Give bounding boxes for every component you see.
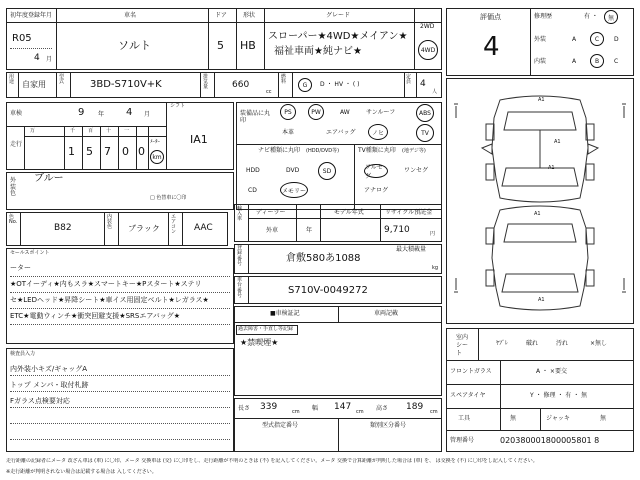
inspector-label: 検査員入力 <box>10 351 36 357</box>
grade-line2: 福祉車両★純ナビ★ <box>274 46 362 57</box>
height-label: 高さ <box>376 405 389 412</box>
mileage-note: ﾒｰﾀｰ <box>150 139 161 145</box>
history-label: 過去障害・手直し等記録 <box>238 326 294 332</box>
shift-label: シフト <box>170 103 186 109</box>
tv-oneseg: ワンセグ <box>404 167 429 174</box>
footer-note-1: 走行距離の記録者にメータ 改ざん車は (車) に〇印、メータ 交換車は (交) に〇印をし、走行距離が不明のときは (不) を記入してください。メータ 交換で合算距離が判明した場合は (車) を、 は交換を (不) に〇印をし記入してください。 <box>6 458 538 464</box>
equipment-label: 装備品に丸印 <box>240 110 271 125</box>
navi-dvd: DVD <box>286 167 300 174</box>
drive-2wd: 2WD <box>420 23 435 30</box>
inspection-month-unit: 月 <box>144 111 151 118</box>
seat-opt: 破れ <box>526 340 539 347</box>
score-value: 4 <box>483 32 500 62</box>
model-label: 型式 <box>59 74 65 85</box>
car-name-label: 車名 <box>124 12 137 19</box>
height-unit: cm <box>430 409 438 415</box>
seats-unit: 人 <box>432 89 438 95</box>
tv-analog: アナログ <box>364 187 389 194</box>
jack-label: ジャッキ <box>546 415 570 422</box>
model-year-label: モデル年式 <box>334 209 364 216</box>
diagram-mark-a1: A1 <box>534 211 541 217</box>
chassis-label: 車台番号 <box>237 277 243 299</box>
dealer-opts: 外車 <box>266 227 279 234</box>
length-unit: cm <box>292 409 300 415</box>
digit-header-1: 千 <box>70 128 76 134</box>
sales-line: セ★LEDヘッド★昇降シート★車イス用固定ベルト★レガラス★ <box>10 296 209 304</box>
diagram-mark-a1: A1 <box>538 297 545 303</box>
equip-aw: AW <box>340 109 350 116</box>
diagram-mark-a1: A1 <box>554 139 561 145</box>
seat-opt: ﾔﾌﾞﾚ <box>496 340 509 347</box>
repair-none-circled: 無 <box>604 10 618 24</box>
sales-line: ★OTイーディ★内もスラ★スマートキー★Pスタート★ステリ <box>10 280 202 288</box>
interior-a: A <box>572 58 577 65</box>
type-number-label: 型式指定番号 <box>262 422 299 429</box>
ac-label: エアコン <box>171 214 177 235</box>
width-label: 幅 <box>312 405 319 412</box>
digit-header-3: 十 <box>106 128 112 134</box>
color-no-value: B82 <box>54 223 72 233</box>
fuel-g-circled: G <box>298 78 312 92</box>
sales-label: セールスポイント <box>10 250 50 256</box>
length-label: 長さ <box>238 405 251 412</box>
inspector-line: トップ メンバ・取付札跡 <box>10 381 89 389</box>
shape-label: 形状 <box>243 12 256 19</box>
navi-type-note: (HDD/DVD等) <box>306 148 340 154</box>
notes-label-2: 車両記載 <box>374 310 399 317</box>
model-value: 3BD-S710V+K <box>90 79 162 90</box>
length-value: 339 <box>260 402 278 412</box>
row2-box <box>6 72 442 98</box>
navi-sd-circled: SD <box>318 162 336 180</box>
mileage-digit: 1 <box>68 145 75 158</box>
equip-pw-circled: PW <box>308 104 324 120</box>
drive-4wd-circled: 4WD <box>418 40 438 60</box>
tool-value: 無 <box>510 415 517 422</box>
chassis-value: S710V-0049272 <box>288 285 368 296</box>
cc-unit: cc <box>266 89 272 95</box>
equip-tv-circled: TV <box>416 124 434 142</box>
cc-value: 660 <box>232 80 250 90</box>
class-number-label: 類別区分番号 <box>370 422 407 429</box>
fuel-opts: D ・ HV ・ ( ) <box>320 81 360 88</box>
cc-label: 排気量 <box>203 74 209 90</box>
interior-color-value: ブラック <box>128 224 160 233</box>
equip-leather: 本革 <box>282 129 295 136</box>
import-label: 輸入車 <box>237 206 243 222</box>
digit-header-4: 一 <box>124 128 130 134</box>
diagram-mark-a1: A1 <box>538 97 545 103</box>
sales-line: ーター <box>10 264 31 272</box>
fuel-label: 燃料 <box>281 74 287 85</box>
interior-color-label: 内装色 <box>107 214 113 230</box>
width-value: 147 <box>334 402 352 412</box>
sales-line: ETC★電動ウィンチ★衝突回避支援★SRSエアバッグ★ <box>10 312 181 320</box>
reg-month-value: 4 <box>34 53 40 63</box>
tv-fullseg-circled: フルセグ <box>364 164 388 178</box>
inspector-line: Fガラス点検要対応 <box>10 397 70 405</box>
equip-abs-circled: ABS <box>416 104 434 122</box>
spare-tire-label: スペアタイヤ <box>450 392 486 399</box>
diagram-mark-a1: A1 <box>548 165 555 171</box>
mileage-unit-km-circled: km <box>150 150 164 164</box>
interior-c: C <box>614 58 619 65</box>
seat-label: 室内シート <box>456 334 469 357</box>
mileage-digit: 0 <box>138 145 145 158</box>
mileage-digit: 0 <box>122 145 129 158</box>
inspection-label: 車検 <box>10 110 23 117</box>
grade-label: グレード <box>326 12 351 19</box>
tool-label: 工具 <box>458 415 471 422</box>
tv-type-note: (地デジ等) <box>402 148 426 154</box>
interior-b-circled: B <box>590 54 604 68</box>
color-label: 外装色 <box>10 177 17 198</box>
digit-header-2: 百 <box>88 128 94 134</box>
max-load-unit: kg <box>432 265 439 271</box>
navi-type-label: ナビ種類に丸印 <box>258 147 301 154</box>
recycle-unit: 円 <box>430 231 436 237</box>
inspection-month: 4 <box>126 107 133 118</box>
max-load-label: 最大積載量 <box>396 246 427 253</box>
mileage-label: 走行 <box>10 141 23 148</box>
seats-value: 4 <box>420 79 426 89</box>
history-value: ★禁喫煙★ <box>240 338 279 347</box>
front-glass-opts: A ・ ×要交 <box>536 368 567 375</box>
score-label: 評価点 <box>480 13 501 21</box>
mileage-digit: 5 <box>86 145 93 158</box>
use-value: 自家用 <box>22 80 46 89</box>
notes-label-1: ■車検証記 <box>270 310 300 317</box>
seat-opt: 汚れ <box>556 340 569 347</box>
front-glass-label: フロントガラス <box>450 368 492 375</box>
exterior-a: A <box>572 36 577 43</box>
interior-label: 内装 <box>534 58 547 65</box>
height-value: 189 <box>406 402 424 412</box>
exterior-c-circled: C <box>590 32 604 46</box>
equip-ps-circled: PS <box>280 104 296 120</box>
color-value: ブルー <box>34 173 64 184</box>
plate-value: 倉敷580あ1088 <box>286 253 361 264</box>
dealer-label: ディーラー <box>256 209 286 216</box>
plate-label: 登録番号 <box>237 245 243 267</box>
use-label: 用途 <box>9 74 15 85</box>
doors-value: 5 <box>217 39 224 52</box>
inspector-line: 内外装小キズ/ギャッグA <box>10 365 88 373</box>
repair-label: 修理歴 <box>534 13 553 20</box>
grade-line1: スローパー★4WD★メイアン★ <box>268 31 408 42</box>
car-diagram <box>446 78 634 324</box>
mgmt-label: 管理番号 <box>450 437 475 444</box>
reg-year-value: R05 <box>12 33 32 44</box>
mgmt-value: 020380001800005801 8 <box>500 436 600 445</box>
exterior-d: D <box>614 36 619 43</box>
mileage-header-label: 万 <box>30 128 36 134</box>
reg-month-unit: 月 <box>46 56 53 63</box>
model-year-unit: 年 <box>306 227 313 234</box>
equip-sunroof: サンルーフ <box>366 109 396 116</box>
repair-opts: 有 ・ <box>584 13 598 20</box>
doors-label: ドア <box>215 12 227 19</box>
shift-value: IA1 <box>190 133 208 146</box>
footer-note-2: ※走行距離が判明されない場合は記載する場合は 入してください。 <box>6 469 157 475</box>
inspection-year: 9 <box>78 107 85 118</box>
exterior-label: 外装 <box>534 36 547 43</box>
recycle-label: リサイクル預託金 <box>385 209 433 216</box>
color-change-note: □ 色替車に〇印 <box>150 195 187 201</box>
reg-year-label: 初年度登録年月 <box>10 12 53 19</box>
mileage-digit: 7 <box>104 145 111 158</box>
navi-hdd: HDD <box>246 167 260 174</box>
width-unit: cm <box>356 409 364 415</box>
color-no-label: 色No. <box>9 214 18 225</box>
inspection-year-unit: 年 <box>98 111 105 118</box>
spare-tire-opts: Y ・ 修理 ・ 有 ・ 無 <box>530 392 588 399</box>
shape-value: HB <box>240 39 256 52</box>
equip-navi-circled: ノヒ <box>368 124 388 140</box>
jack-value: 無 <box>600 415 607 422</box>
tv-type-label: TV種類に丸印 <box>358 147 396 154</box>
car-name-value: ソルト <box>118 39 151 52</box>
seats-label: 定員 <box>406 74 412 85</box>
recycle-value: 9,710 <box>384 225 410 235</box>
equip-airbag: エアバッグ <box>326 129 356 136</box>
seat-opt: ×無し <box>590 340 608 347</box>
ac-value: AAC <box>194 223 213 233</box>
navi-cd: CD <box>248 187 257 194</box>
navi-memory-circled: メモリー <box>280 182 308 198</box>
